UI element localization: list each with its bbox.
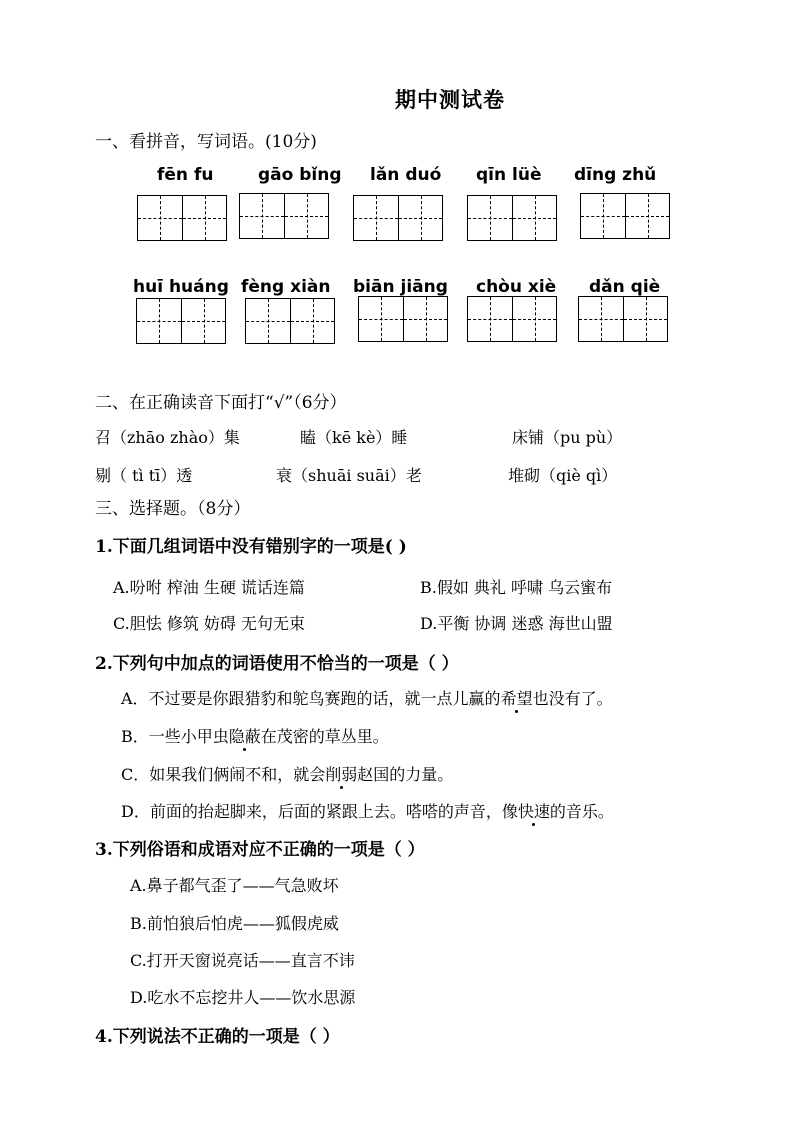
writing-box-7[interactable]: [245, 298, 335, 344]
dotted-word: 隐蔽: [228, 727, 261, 746]
section2-heading: 二、在正确读音下面打“√”（6分）: [95, 393, 347, 413]
reading-item-duiqi[interactable]: 堆砌（qiè qì）: [508, 466, 618, 485]
question-4: 4.下列说法不正确的一项是（ ）: [95, 1027, 340, 1047]
q3-option-c[interactable]: C.打开天窗说亮话——直言不讳: [130, 951, 355, 970]
q1-option-b[interactable]: B.假如 典礼 呼啸 乌云蜜布: [420, 578, 613, 597]
q2-option-d[interactable]: D．前面的抬起脚来，后面的紧跟上去。嗒嗒的声音，像快速的音乐。: [121, 802, 614, 821]
dotted-word: 希望: [500, 689, 533, 708]
reading-item-keshui[interactable]: 瞌（kē kè）睡: [300, 428, 408, 447]
writing-box-9[interactable]: [467, 296, 557, 342]
dotted-word: 快速: [517, 802, 550, 821]
q1-option-d[interactable]: D.平衡 协调 迷惑 海世山盟: [420, 614, 613, 633]
pinyin-gaobing: gāo bǐng: [258, 165, 342, 185]
q2-option-b[interactable]: B．一些小甲虫隐蔽在茂密的草丛里。: [121, 727, 389, 746]
reading-item-titou[interactable]: 剔（ tì tī）透: [95, 466, 193, 485]
writing-box-6[interactable]: [136, 298, 226, 344]
question-2: 2.下列句中加点的词语使用不恰当的一项是（ ）: [95, 654, 459, 674]
pinyin-bianjiang: biān jiāng: [353, 277, 448, 297]
reading-item-shuailao[interactable]: 衰（shuāi suāi）老: [276, 466, 422, 485]
q3-option-a[interactable]: A.鼻子都气歪了——气急败坏: [130, 876, 339, 895]
q1-option-a[interactable]: A.吩咐 榨油 生硬 谎话连篇: [113, 578, 305, 597]
pinyin-qinlue: qīn lüè: [476, 165, 542, 185]
pinyin-dingzhu: dīng zhǔ: [574, 165, 657, 185]
writing-box-2[interactable]: [239, 193, 329, 239]
writing-box-3[interactable]: [353, 195, 443, 241]
q2-option-a[interactable]: A．不过要是你跟猎豹和鸵鸟赛跑的话，就一点儿赢的希望也没有了。: [121, 689, 613, 708]
question-3: 3.下列俗语和成语对应不正确的一项是（ ）: [95, 840, 425, 860]
pinyin-lanuo: lǎn duó: [370, 165, 442, 185]
question-1: 1.下面几组词语中没有错别字的一项是( ): [95, 537, 407, 557]
writing-box-5[interactable]: [580, 193, 670, 239]
dotted-word: 削弱: [325, 765, 358, 784]
page-title: 期中测试卷: [395, 87, 505, 112]
pinyin-fengxian: fèng xiàn: [241, 277, 331, 297]
q2-option-c[interactable]: C．如果我们俩闹不和，就会削弱赵国的力量。: [121, 765, 454, 784]
reading-item-chuangpu[interactable]: 床铺（pu pù）: [512, 428, 623, 447]
writing-box-1[interactable]: [137, 195, 227, 241]
writing-box-8[interactable]: [358, 296, 448, 342]
pinyin-huihuang: huī huáng: [133, 277, 229, 297]
q3-option-b[interactable]: B.前怕狼后怕虎——狐假虎威: [130, 914, 339, 933]
writing-box-10[interactable]: [578, 296, 668, 342]
pinyin-fenfu: fēn fu: [157, 165, 214, 185]
reading-item-zhaoji[interactable]: 召（zhāo zhào）集: [95, 428, 240, 447]
q3-option-d[interactable]: D.吃水不忘挖井人——饮水思源: [130, 988, 356, 1007]
pinyin-danqie: dǎn qiè: [589, 277, 661, 297]
section1-heading: 一、看拼音，写词语。(10分): [95, 132, 317, 152]
writing-box-4[interactable]: [467, 195, 557, 241]
q1-option-c[interactable]: C.胆怯 修筑 妨碍 无句无束: [113, 614, 306, 633]
pinyin-chouxie: chòu xiè: [476, 277, 557, 297]
section3-heading: 三、选择题。（8分）: [95, 499, 251, 519]
